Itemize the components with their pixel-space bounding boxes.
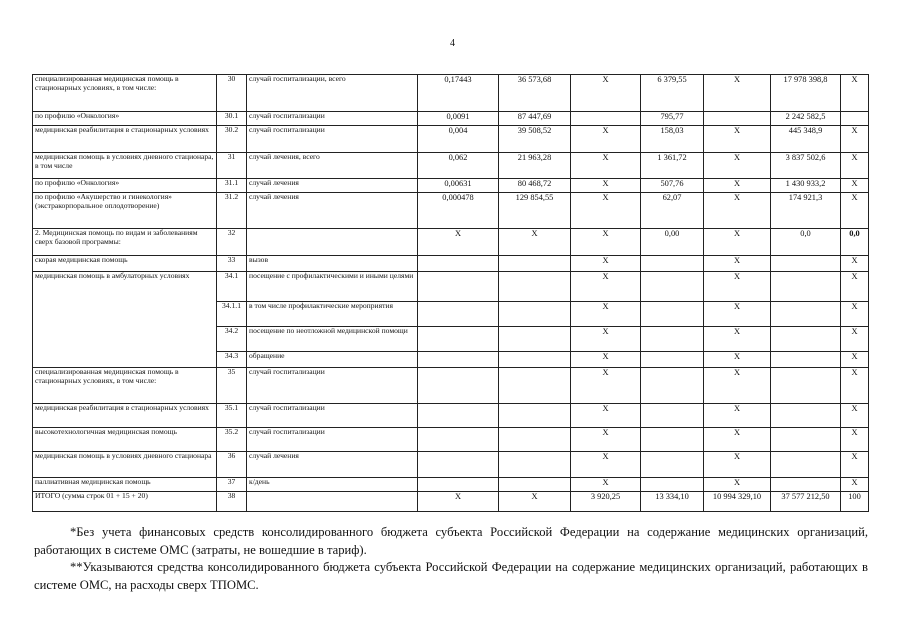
row-unit: к/день	[247, 478, 418, 492]
cell-value: 62,07	[641, 193, 704, 229]
cell-value: 3 837 502,6	[771, 153, 841, 179]
cell-value	[571, 112, 641, 126]
cell-value: X	[841, 75, 869, 112]
row-name: высокотехнологичная медицинская помощь	[33, 428, 217, 452]
row-code: 35	[217, 368, 247, 404]
row-name: паллиативная медицинская помощь	[33, 478, 217, 492]
cell-value: X	[841, 404, 869, 428]
cell-value: X	[571, 229, 641, 256]
cell-value: X	[704, 256, 771, 272]
row-code: 30.1	[217, 112, 247, 126]
row-code: 34.3	[217, 352, 247, 368]
cell-value: X	[704, 478, 771, 492]
cell-value: X	[841, 272, 869, 302]
row-unit: посещение по неотложной медицинской помощи	[247, 327, 418, 352]
cell-value: 0,0	[771, 229, 841, 256]
cell-value: X	[704, 452, 771, 478]
cell-value: 0,00631	[418, 179, 499, 193]
row-code: 31.1	[217, 179, 247, 193]
cell-value	[499, 478, 571, 492]
cell-value: 21 963,28	[499, 153, 571, 179]
row-unit: посещение с профилактическими и иными целями	[247, 272, 418, 302]
cell-value: X	[571, 327, 641, 352]
row-code: 35.1	[217, 404, 247, 428]
cell-value: 445 348,9	[771, 126, 841, 153]
cell-value: 87 447,69	[499, 112, 571, 126]
row-unit: случай госпитализации	[247, 428, 418, 452]
cell-value: X	[841, 327, 869, 352]
cell-value: X	[841, 193, 869, 229]
row-name: по профилю «Онкология»	[33, 179, 217, 193]
row-code: 32	[217, 229, 247, 256]
row-name: медицинская помощь в условиях дневного стационара	[33, 452, 217, 478]
cell-value: X	[704, 179, 771, 193]
cell-value: X	[571, 272, 641, 302]
cell-value	[499, 452, 571, 478]
cell-value: 36 573,68	[499, 75, 571, 112]
row-name: специализированная медицинская помощь в стационарных условиях, в том числе:	[33, 368, 217, 404]
row-unit: случай госпитализации	[247, 404, 418, 428]
row-name: по профилю «Онкология»	[33, 112, 217, 126]
cell-value	[771, 327, 841, 352]
cell-value: X	[571, 193, 641, 229]
table-row	[33, 75, 869, 112]
cell-value	[499, 428, 571, 452]
cell-value: X	[704, 272, 771, 302]
cell-value	[499, 327, 571, 352]
page-number: 4	[450, 38, 455, 49]
cell-value: X	[571, 179, 641, 193]
table-row	[33, 452, 869, 478]
cell-value: 507,76	[641, 179, 704, 193]
cell-value: 2 242 582,5	[771, 112, 841, 126]
cell-value: X	[704, 75, 771, 112]
row-name: специализированная медицинская помощь в стационарных условиях, в том числе:	[33, 75, 217, 112]
row-unit	[247, 229, 418, 256]
cell-value: X	[841, 302, 869, 327]
cell-value: X	[704, 229, 771, 256]
cell-value: 3 920,25	[571, 492, 641, 512]
cell-value: X	[571, 478, 641, 492]
cell-value	[771, 272, 841, 302]
row-name: скорая медицинская помощь	[33, 256, 217, 272]
cell-value	[771, 478, 841, 492]
cell-value: 100	[841, 492, 869, 512]
cell-value	[771, 452, 841, 478]
cell-value: X	[571, 368, 641, 404]
cell-value: 129 854,55	[499, 193, 571, 229]
row-name: ИТОГО (сумма строк 01 + 15 + 20)	[33, 492, 217, 512]
cell-value: 13 334,10	[641, 492, 704, 512]
row-code: 34.1	[217, 272, 247, 302]
row-code: 35.2	[217, 428, 247, 452]
cell-value: 37 577 212,50	[771, 492, 841, 512]
row-code: 37	[217, 478, 247, 492]
table-row	[33, 404, 869, 428]
cell-value: 6 379,55	[641, 75, 704, 112]
row-unit: случай госпитализации	[247, 368, 418, 404]
cell-value: 0,0091	[418, 112, 499, 126]
cell-value: X	[704, 352, 771, 368]
table-row	[33, 272, 869, 302]
row-unit: случай лечения	[247, 193, 418, 229]
row-code: 31	[217, 153, 247, 179]
row-unit: вызов	[247, 256, 418, 272]
cell-value	[641, 302, 704, 327]
row-unit: случай лечения, всего	[247, 153, 418, 179]
cell-value	[499, 368, 571, 404]
cell-value	[418, 352, 499, 368]
table-row	[33, 492, 869, 512]
cell-value: X	[571, 452, 641, 478]
row-code: 30.2	[217, 126, 247, 153]
cell-value: X	[499, 492, 571, 512]
cell-value: 39 508,52	[499, 126, 571, 153]
cell-value: 80 468,72	[499, 179, 571, 193]
cell-value	[418, 404, 499, 428]
footnotes	[34, 524, 868, 594]
cell-value: X	[841, 428, 869, 452]
cell-value: 158,03	[641, 126, 704, 153]
cell-value: X	[418, 492, 499, 512]
cell-value	[641, 478, 704, 492]
cell-value	[771, 404, 841, 428]
cell-value	[641, 256, 704, 272]
cell-value	[704, 112, 771, 126]
cell-value	[641, 428, 704, 452]
cell-value: X	[704, 126, 771, 153]
cell-value	[641, 327, 704, 352]
cell-value: 795,77	[641, 112, 704, 126]
cell-value: X	[841, 153, 869, 179]
row-name: по профилю «Акушерство и гинекология» (экстракорпоральное оплодотворение)	[33, 193, 217, 229]
row-name: 2. Медицинская помощь по видам и заболеваниям сверх базовой программы:	[33, 229, 217, 256]
row-code: 34.1.1	[217, 302, 247, 327]
row-code: 34.2	[217, 327, 247, 352]
table-row	[33, 126, 869, 153]
row-unit: случай лечения	[247, 179, 418, 193]
cell-value: X	[841, 452, 869, 478]
table-row	[33, 478, 869, 492]
cell-value: X	[571, 126, 641, 153]
table-row	[33, 368, 869, 404]
cell-value: X	[571, 428, 641, 452]
cell-value	[418, 327, 499, 352]
cell-value: X	[841, 352, 869, 368]
cell-value: 0,17443	[418, 75, 499, 112]
table-row	[33, 256, 869, 272]
cell-value	[418, 478, 499, 492]
row-name: медицинская реабилитация в стационарных условиях	[33, 404, 217, 428]
cell-value	[499, 404, 571, 428]
row-code: 38	[217, 492, 247, 512]
row-unit: случай госпитализации	[247, 126, 418, 153]
row-unit: случай лечения	[247, 452, 418, 478]
cell-value: 1 361,72	[641, 153, 704, 179]
cell-value: X	[499, 229, 571, 256]
cell-value: X	[571, 256, 641, 272]
cell-value: 0,062	[418, 153, 499, 179]
cell-value	[771, 428, 841, 452]
cell-value	[499, 256, 571, 272]
row-unit: в том числе профилактические мероприятия	[247, 302, 418, 327]
table-row	[33, 193, 869, 229]
cell-value: X	[704, 428, 771, 452]
cell-value	[418, 256, 499, 272]
cell-value	[771, 368, 841, 404]
row-name: медицинская помощь в амбулаторных условиях	[33, 272, 217, 368]
table-row	[33, 179, 869, 193]
cell-value: 10 994 329,10	[704, 492, 771, 512]
row-unit: случай госпитализации	[247, 112, 418, 126]
cell-value: X	[841, 256, 869, 272]
cell-value	[499, 302, 571, 327]
cell-value: X	[571, 153, 641, 179]
cell-value	[499, 352, 571, 368]
cell-value	[771, 256, 841, 272]
cell-value: X	[571, 75, 641, 112]
cell-value	[641, 272, 704, 302]
cell-value	[641, 352, 704, 368]
cell-value	[418, 272, 499, 302]
footnote-1: *Без учета финансовых средств консолидированного бюджета субъекта Российской Федерации на содержание медицинских организаций, работающих в системе ОМС (затраты, не вошедшие в тариф).	[34, 525, 868, 557]
cell-value	[418, 452, 499, 478]
row-code: 36	[217, 452, 247, 478]
cell-value: X	[841, 478, 869, 492]
cell-value: X	[704, 404, 771, 428]
cell-value: 17 978 398,8	[771, 75, 841, 112]
row-code: 33	[217, 256, 247, 272]
cell-value	[641, 368, 704, 404]
cell-value: 0,0	[841, 229, 869, 256]
row-code: 31.2	[217, 193, 247, 229]
cell-value: X	[704, 368, 771, 404]
cell-value	[499, 272, 571, 302]
cell-value: X	[571, 404, 641, 428]
cell-value: X	[841, 368, 869, 404]
cell-value	[841, 112, 869, 126]
row-name: медицинская реабилитация в стационарных условиях	[33, 126, 217, 153]
cell-value: 0,004	[418, 126, 499, 153]
cell-value: 1 430 933,2	[771, 179, 841, 193]
row-unit	[247, 492, 418, 512]
footnote-2: **Указываются средства консолидированного бюджета субъекта Российской Федерации на содержание медицинских организаций, работающих в системе ОМС, на расходы сверх ТПОМС.	[34, 560, 868, 592]
row-unit: случай госпитализации, всего	[247, 75, 418, 112]
cell-value: X	[704, 302, 771, 327]
row-code: 30	[217, 75, 247, 112]
table-row	[33, 153, 869, 179]
cell-value	[771, 352, 841, 368]
cell-value	[641, 404, 704, 428]
financing-table	[32, 74, 869, 512]
row-name: медицинская помощь в условиях дневного стационара, в том числе	[33, 153, 217, 179]
cell-value	[418, 302, 499, 327]
cell-value: X	[571, 352, 641, 368]
cell-value: X	[704, 327, 771, 352]
cell-value: X	[571, 302, 641, 327]
table-row	[33, 112, 869, 126]
cell-value	[418, 368, 499, 404]
cell-value: 0,000478	[418, 193, 499, 229]
table-row	[33, 229, 869, 256]
cell-value	[771, 302, 841, 327]
cell-value	[418, 428, 499, 452]
cell-value: X	[841, 126, 869, 153]
cell-value	[641, 452, 704, 478]
cell-value: 0,00	[641, 229, 704, 256]
cell-value: X	[704, 193, 771, 229]
cell-value: 174 921,3	[771, 193, 841, 229]
row-unit: обращение	[247, 352, 418, 368]
cell-value: X	[841, 179, 869, 193]
cell-value: X	[418, 229, 499, 256]
table-row	[33, 428, 869, 452]
cell-value: X	[704, 153, 771, 179]
